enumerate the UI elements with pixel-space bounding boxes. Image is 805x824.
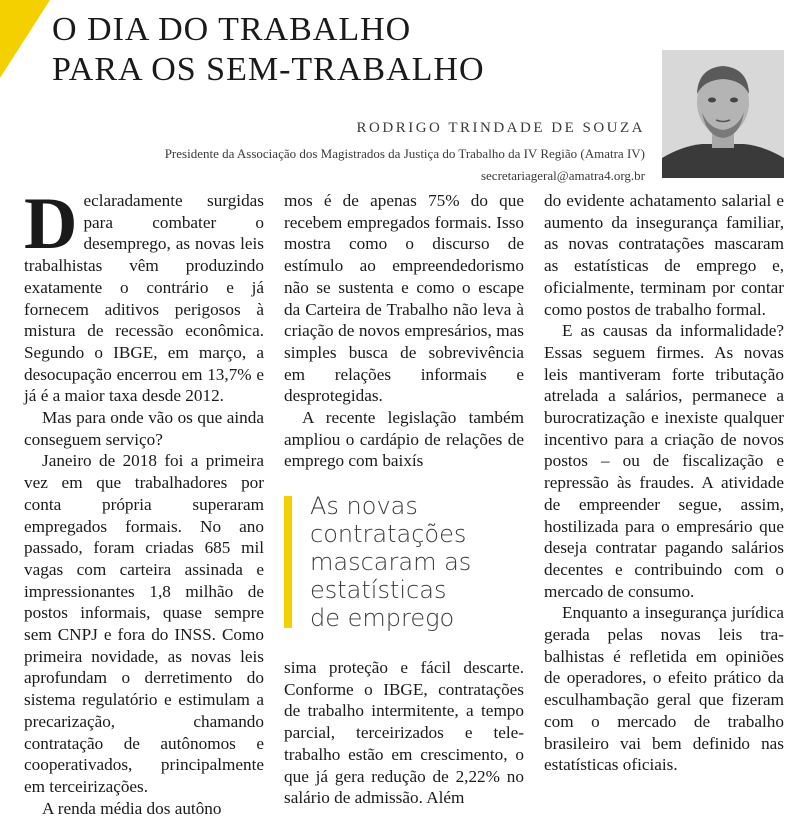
author-photo [662, 50, 784, 178]
author-email[interactable]: secretariageral@amatra4.org.br [480, 168, 645, 183]
paragraph: Mas para onde vão os que ainda conseguem serviço? [24, 408, 264, 449]
author-name: RODRIGO TRINDADE DE SOUZA [356, 120, 645, 136]
drop-cap: D [24, 183, 78, 265]
paragraph-text: eclaradamente surgidas para combater o desemprego, as novas leis trabalhistas vêm produzindo exatamente o contrário e já fornecem aditivos perigosos à mistura de recessão econômica. Segundo o IBGE, em março, a desocupação encerrou em 13,7% e já é a maior taxa desde 2012. [24, 191, 264, 406]
paragraph [24, 183, 264, 407]
article-column-2-top [284, 190, 524, 472]
paragraph: do evidente achatamento salarial e aumento da insegurança familiar, as novas contratações mascaram as estatísticas de emprego e, oficialmente, terminam por contar como postos de trabalho formal. [544, 191, 784, 319]
paragraph: Enquanto a insegurança jurídica gerada pelas novas leis trabalhistas é refletida em opiniões de operadores, o efeito prático da esculhambação geral que fizeram com o mercado de trabalho brasileiro vai bem definido nas estatísticas oficiais. [544, 603, 784, 775]
paragraph: A recente legislação também ampliou o cardápio de relações de emprego com baixís [284, 408, 524, 471]
paragraph: sima proteção e fácil descarte. Conforme o IBGE, contratações de trabalho intermitente, a tempo parcial, terceirizados e teletrabalho estão em crescimento, o que já gera redução de 2,22% no salário de admissão. Além [284, 658, 524, 808]
article-title [52, 10, 485, 90]
author-role: Presidente da Associação dos Magistrados da Justiça do Trabalho da IV Região (Amatra IV) [164, 146, 645, 161]
paragraph: E as causas da informalidade? Essas seguem firmes. As novas leis mantiveram forte tributação atrelada a salários, permanece a burocratização e inexiste qualquer incentivo para a criação de novos postos – ou de fiscalização e repressão às fraudes. A atividade de empreender segue, assim, hostilizada para o empresário que deseja contratar pagando salários decentes e contribuindo com o mercado de consumo. [544, 321, 784, 601]
corner-accent [0, 0, 50, 78]
article-column-1 [24, 183, 264, 819]
paragraph: Janeiro de 2018 foi a primeira vez em que trabalhadores por conta própria superaram empregados formais. No ano passado, foram criadas 685 mil vagas com carteira assinada e impressionantes 1,8 milhão de postos informais, quase sempre sem CNPJ e fora do INSS. Como primeira novidade, as novas leis aprofundam o derretimento do sistema regulatório e estimulam a precarização, chamando contratação de autônomos e cooperativados, principalmente em terceirizações. [24, 451, 264, 796]
pull-quote [284, 492, 524, 632]
pull-quote-text: As novas contratações mascaram as estatísticas de emprego [310, 492, 472, 632]
article-column-3 [544, 190, 784, 776]
paragraph: mos é de apenas 75% do que recebem empregados formais. Isso mostra como o discurso de estímulo ao empreendedorismo não se sustenta e como o escape da Carteira de Trabalho não leva à criação de novos empresários, mas simples busca de sobrevivência em relações informais e desprotegidas. [284, 191, 524, 406]
article-column-2-bottom [284, 657, 524, 809]
paragraph: A renda média dos autôno [42, 798, 222, 818]
title-line-2: PARA OS SEM-TRABALHO [52, 51, 485, 88]
pull-quote-bar [284, 496, 292, 628]
title-line-1: O DIA DO TRABALHO [52, 11, 412, 48]
